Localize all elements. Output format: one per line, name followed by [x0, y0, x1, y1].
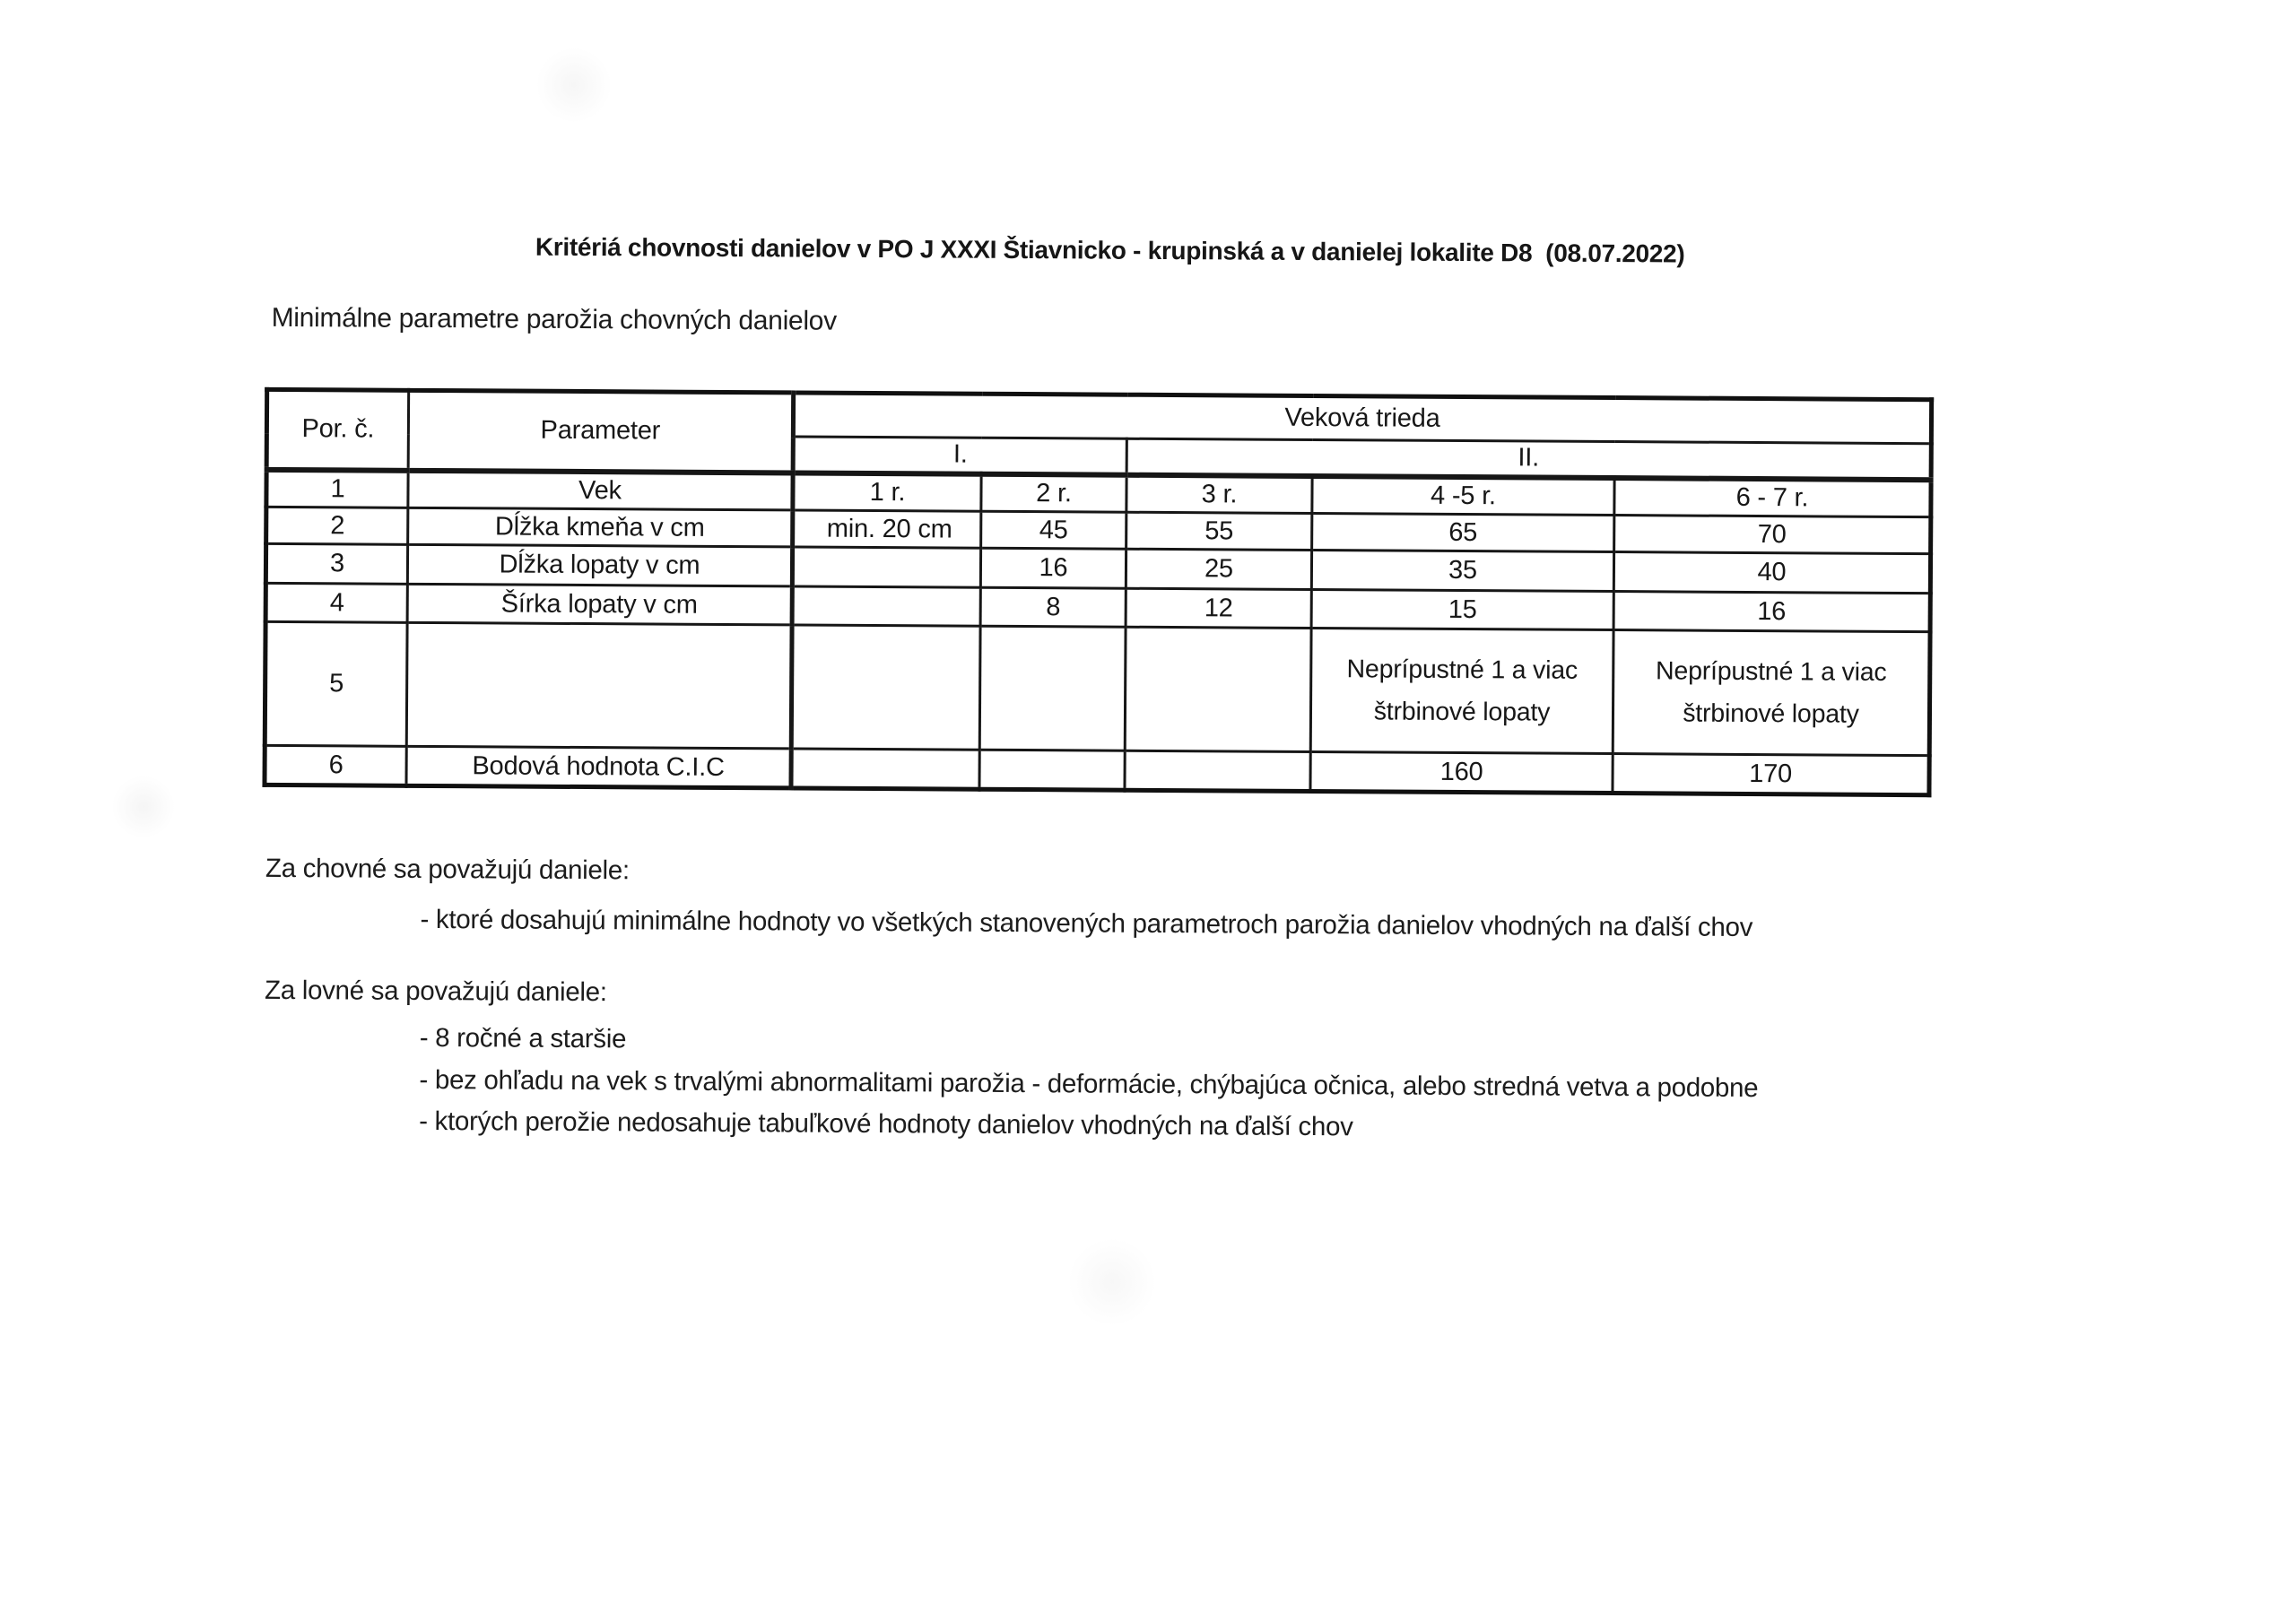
cell-age-3r: 3 r. — [1126, 474, 1312, 513]
cell-value — [792, 586, 980, 626]
cell-value: 170 — [1613, 754, 1929, 795]
cell-value — [1125, 750, 1310, 791]
cell-value: 15 — [1311, 589, 1613, 629]
cell-param: Vek — [408, 470, 793, 510]
cell-no: 2 — [266, 507, 408, 544]
cell-age-45r: 4 -5 r. — [1312, 475, 1614, 515]
cell-param: Bodová hodnota C.I.C — [406, 746, 791, 788]
cell-note-67r: Neprípustné 1 a viac štrbinové lopaty — [1613, 630, 1930, 756]
cell-value — [979, 750, 1125, 790]
cell-value: 35 — [1311, 550, 1613, 591]
cell-no: 3 — [265, 543, 407, 584]
bullet-lovne-3: - ktorých perožie nedosahuje tabuľkové hodnoty danielov vhodných na ďalší chov — [419, 1106, 1353, 1142]
cell-age-1r: 1 r. — [793, 473, 981, 511]
bullet-lovne-2: - bez ohľadu na vek s trvalými abnormalitami parožia - deformácie, chýbajúca očnica, alebo stredná vetva a podobne — [419, 1064, 1759, 1104]
bullet-lovne-1: - 8 ročné a staršie — [419, 1022, 627, 1054]
header-vekova-trieda: Veková trieda — [793, 393, 1931, 444]
cell-param: Dĺžka lopaty v cm — [407, 544, 792, 586]
cell-value: 16 — [1613, 592, 1930, 632]
section-heading-chovne: Za chovné sa považujú daniele: — [265, 853, 630, 886]
cell-note-45r: Neprípustné 1 a viac štrbinové lopaty — [1310, 628, 1613, 753]
cell-value: min. 20 cm — [793, 510, 981, 548]
cell-value — [1125, 627, 1311, 751]
cell-no: 1 — [266, 469, 408, 507]
header-por-c: Por. č. — [266, 389, 409, 470]
cell-no: 4 — [265, 583, 407, 622]
cell-value: 16 — [980, 548, 1126, 588]
cell-param: Dĺžka kmeňa v cm — [408, 507, 793, 547]
cell-value: 25 — [1126, 549, 1311, 589]
table-row-strbinove-lopaty — [265, 621, 1930, 755]
cell-value: 65 — [1312, 513, 1614, 551]
cell-value: 8 — [980, 587, 1126, 627]
cell-param: Šírka lopaty v cm — [407, 584, 792, 625]
cell-value — [791, 749, 979, 789]
cell-value: 70 — [1614, 516, 1931, 554]
document-subtitle: Minimálne parametre parožia chovných danielov — [271, 302, 837, 336]
cell-value: 55 — [1126, 512, 1312, 550]
cell-value — [791, 625, 980, 750]
header-age-class-2: II. — [1126, 438, 1931, 479]
cell-no: 6 — [265, 745, 406, 785]
cell-value: 40 — [1613, 552, 1930, 594]
header-parameter: Parameter — [408, 390, 794, 473]
bullet-chovne-1: - ktoré dosahujú minimálne hodnoty vo všetkých stanovených parametroch parožia danielov vhodných na ďalší chov — [420, 904, 1753, 942]
cell-value — [979, 626, 1126, 750]
cell-no: 5 — [265, 621, 407, 746]
section-heading-lovne: Za lovné sa považujú daniele: — [264, 975, 607, 1008]
table-header-row-group — [266, 389, 1931, 443]
cell-param — [406, 622, 792, 749]
cell-age-2r: 2 r. — [981, 473, 1126, 512]
document-title: Kritériá chovnosti danielov v PO J XXXI Štiavnicko - krupinská a v danielej lokalite D8 (08.07.2022) — [535, 232, 1685, 268]
cell-value: 45 — [981, 511, 1126, 549]
criteria-table — [262, 387, 1934, 797]
cell-value: 160 — [1310, 751, 1613, 793]
cell-value — [792, 547, 980, 587]
cell-age-67r: 6 - 7 r. — [1614, 478, 1931, 517]
header-age-class-1: I. — [793, 437, 1126, 474]
cell-value: 12 — [1126, 588, 1311, 628]
